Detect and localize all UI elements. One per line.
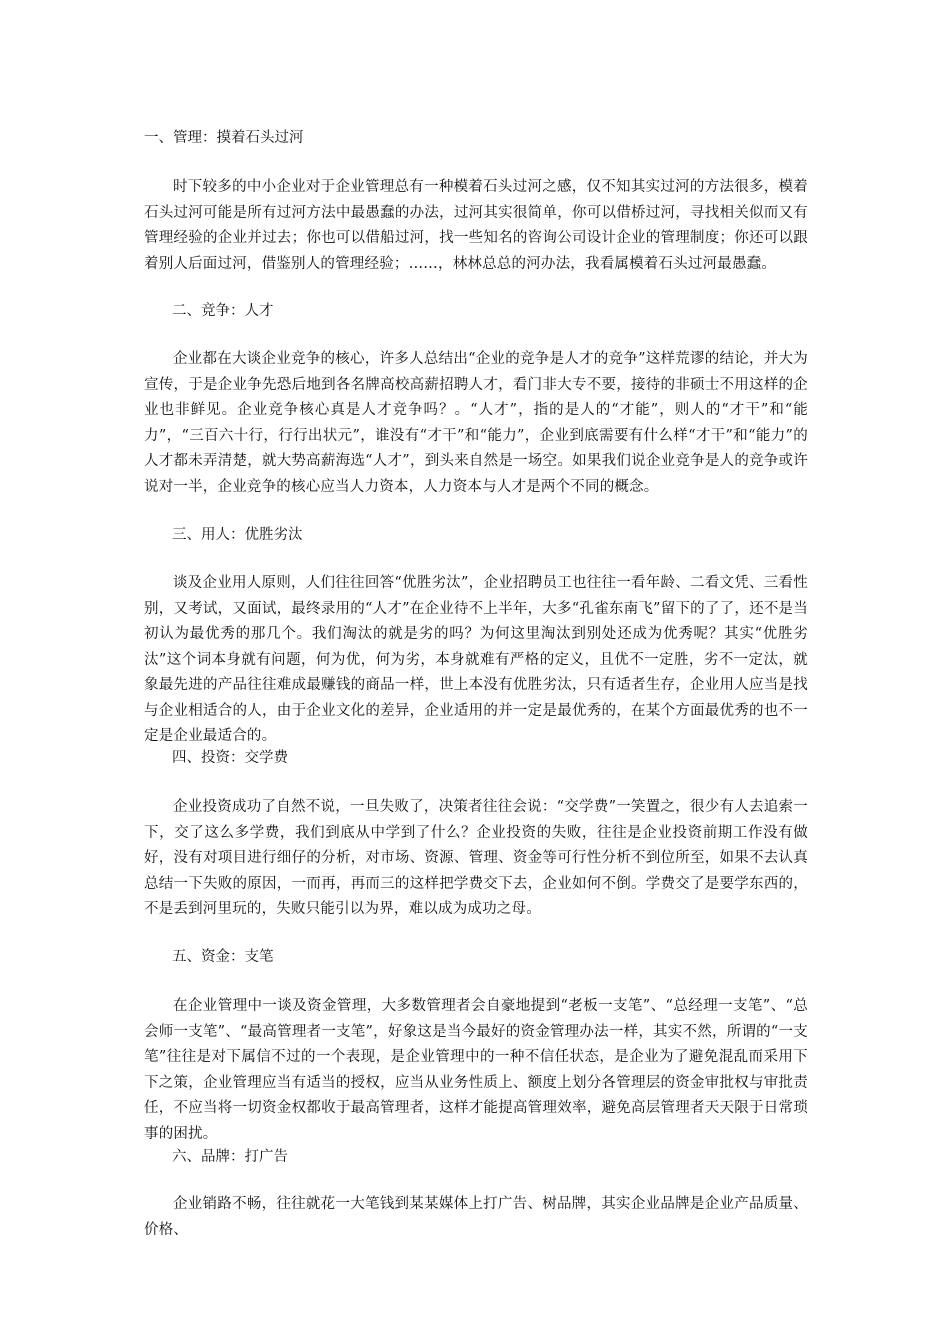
section-heading-5: 五、资金：支笔 <box>172 949 274 965</box>
section-paragraph-2: 企业都在大谈企业竞争的核心，许多人总结出“企业的竞争是人才的竞争”这样荒谬的结论，并大为宣传，于是企业争先恐后地到各名牌高校高薪招聘人才，看门非大专不要，接待的非硕士不用这样的企业也非鲜见。企业竞争核心真是人才竞争吗？。“人才”，指的是人的“才能”，则人的“才干”和“能力”，“三百六十行，行行出状元”，谁没有“才干”和“能力”，企业到底需要有什么样“才干”和“能力”的人才都未弄清楚，就大势高薪海选“人才”，到头来自然是一场空。如果我们说企业竞争是人的竞争或许说对一半，企业竞争的核心应当人力资本，人力资本与人才是两个不同的概念。 <box>144 351 808 495</box>
section-paragraph-5: 在企业管理中一谈及资金管理，大多数管理者会自豪地提到“老板一支笔”、“总经理一支笔”、“总会师一支笔”、“最高管理者一支笔”，好象这是当今最好的资金管理办法一样，其实不然，所谓的“一支笔”往往是对下属信不过的一个表现，是企业管理中的一种不信任状态，是企业为了避免混乱而采用下下之策，企业管理应当有适当的授权，应当从业务性质上、额度上划分各管理层的资金审批权与审批责任，不应当将一切资金权都收于最高管理者，这样才能提高管理效率，避免高层管理者天天限于日常琐事的困扰。 <box>144 998 808 1142</box>
section-heading-6: 六、品牌：打广告 <box>172 1149 288 1165</box>
section-paragraph-3: 谈及企业用人原则，人们往往回答“优胜劣汰”，企业招聘员工也往往一看年龄、二看文凭、三看性别，又考试，又面试，最终录用的“人才”在企业待不上半年，大多“孔雀东南飞”留下的了了，还不是当初认为最优秀的那几个。我们淘汰的就是劣的吗？为何这里淘汰到别处还成为优秀呢？其实“优胜劣汰”这个词本身就有问题，何为优，何为劣，本身就难有严格的定义，且优不一定胜，劣不一定汰，就象最先进的产品往往难成最赚钱的商品一样，世上本没有优胜劣汰，只有适者生存，企业用人应当是找与企业相适合的人，由于企业文化的差异，企业适用的并一定是最优秀的，在某个方面最优秀的也不一定是企业最适合的。 <box>144 575 808 744</box>
section-heading-2: 二、竞争：人才 <box>172 303 274 319</box>
section-paragraph-4: 企业投资成功了自然不说，一旦失败了，决策者往往会说：“交学费”一笑置之，很少有人去追索一下，交了这么多学费，我们到底从中学到了什么？企业投资的失败，往往是企业投资前期工作没有做好，没有对项目进行细仔的分析，对市场、资源、管理、资金等可行性分析不到位所至，如果不去认真总结一下失败的原因，一而再，再而三的这样把学费交下去，企业如何不倒。学费交了是要学东西的，不是丢到河里玩的，失败只能引以为界，难以成为成功之母。 <box>144 799 808 917</box>
section-heading-3: 三、用人：优胜劣汰 <box>172 527 303 543</box>
section-paragraph-6: 企业销路不畅，往往就花一大笔钱到某某媒体上打广告、树品牌，其实企业品牌是企业产品质量、价格、 <box>144 1196 808 1238</box>
section-paragraph-1: 时下较多的中小企业对于企业管理总有一种模着石头过河之感，仅不知其实过河的方法很多，模着石头过河可能是所有过河方法中最愚蠢的办法，过河其实很简单，你可以借桥过河，寻找相关似而又有管理经验的企业并过去；你也可以借船过河，找一些知名的咨询公司设计企业的管理制度；你还可以跟着别人后面过河，借鉴别人的管理经验；……，林林总总的河办法，我看属模着石头过河最愚蠢。 <box>144 179 808 272</box>
section-heading-4: 四、投资：交学费 <box>172 750 288 766</box>
section-heading-1: 一、管理：摸着石头过河 <box>144 130 304 146</box>
